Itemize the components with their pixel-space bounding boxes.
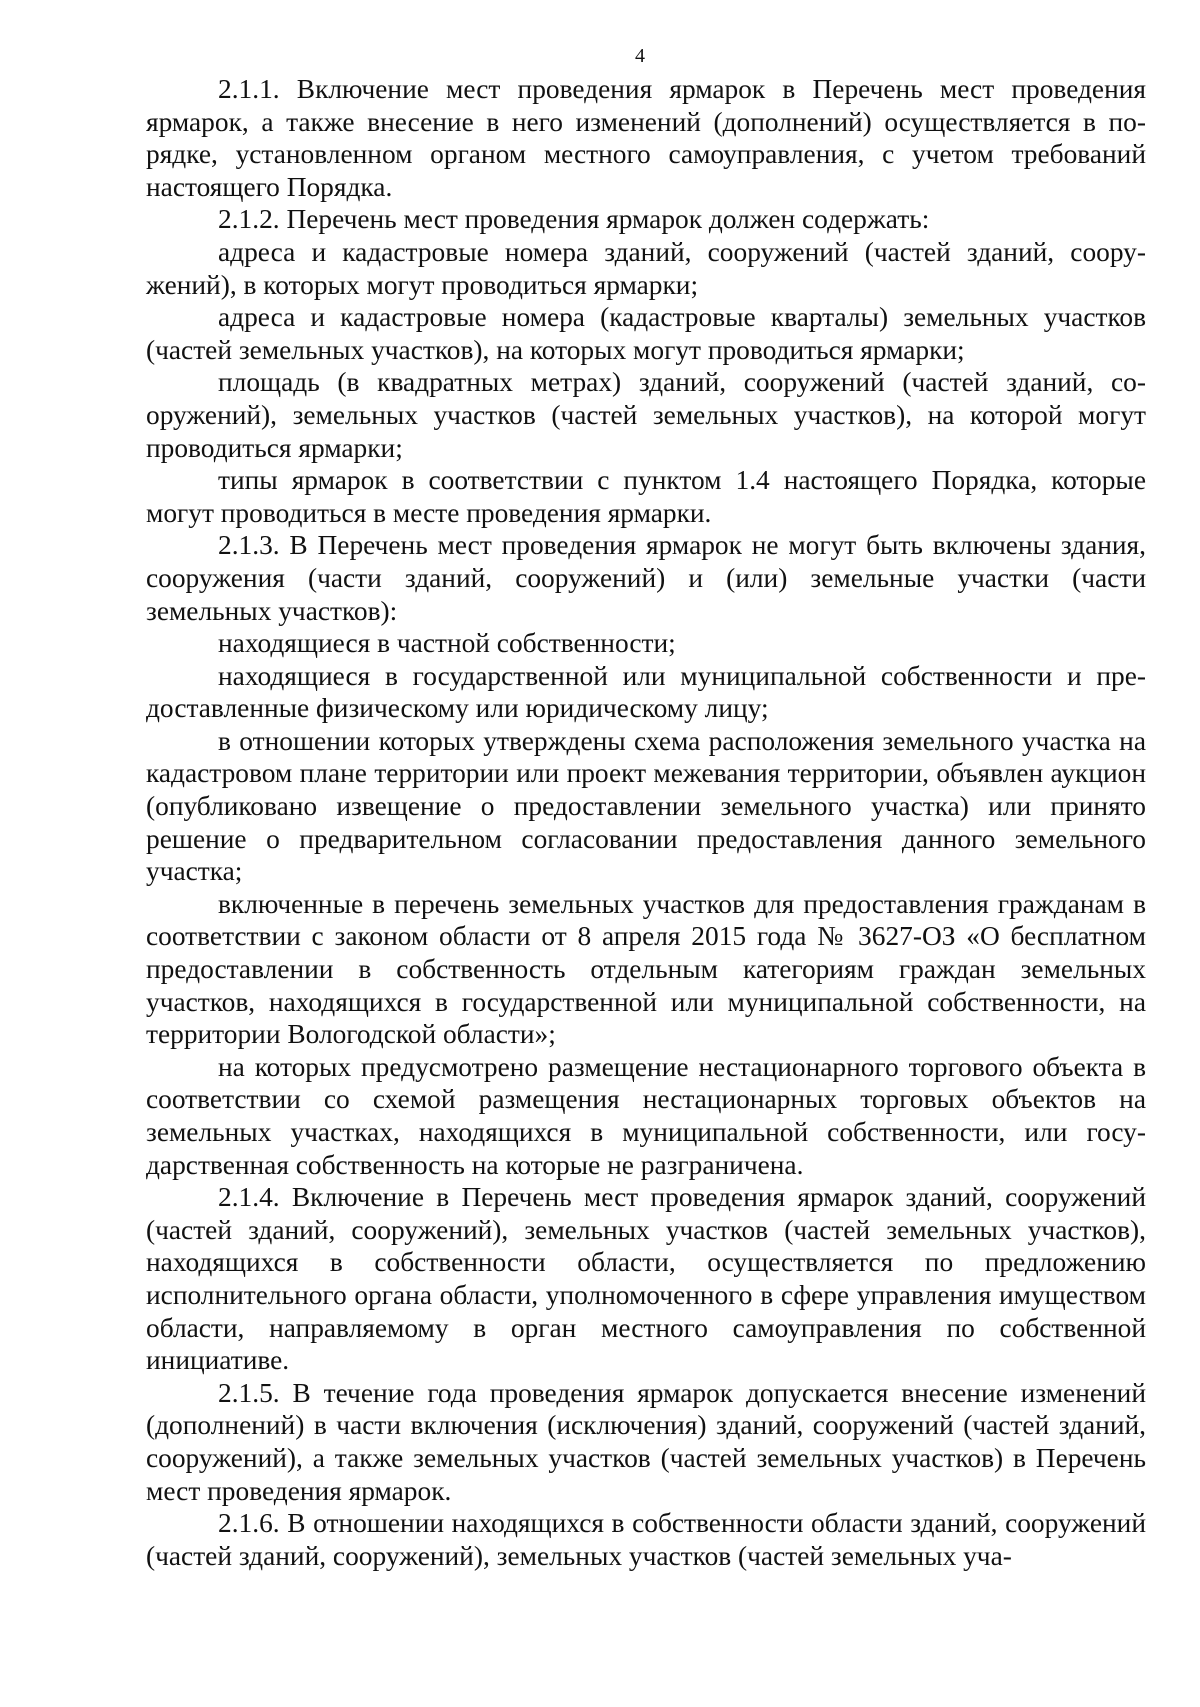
list-item-citizens-list: включенные в перечень земельных участков для предоставления гражданам в соответствии с законом области от 8 апреля 2015 года № 3627-ОЗ «О бесплатном предоставлении в собственность отдельным категориям граждан земельных участков, находящихся в государственной или муниципальной собственности, на территории Вологодской области»; [146, 888, 1146, 1050]
list-item-area: площадь (в квадратных метрах) зданий, сооружений (частей зданий, сооружений), земельных участков (частей земельных участков), на которой могут проводиться ярмарки; [146, 367, 1146, 463]
paragraph-2-1-6: 2.1.6. В отношении находящихся в собственности области зданий, сооружений (частей зданий, сооружений), земельных участков (частей земельных уча- [146, 1508, 1146, 1571]
list-item-land-addresses: адреса и кадастровые номера (кадастровые кварталы) земельных участков (частей земельных участков), на которых могут проводиться ярмарки; [146, 302, 1146, 365]
list-item-building-addresses: адреса и кадастровые номера зданий, сооружений (частей зданий, сооружений), в которых могут проводиться ярмарки; [146, 236, 1146, 300]
list-item-private-property: находящиеся в частной собственности; [218, 628, 676, 659]
paragraph-2-1-5: 2.1.5. В течение года проведения ярмарок допускается внесение изменений (дополнений) в части включения (исключения) зданий, сооружений (частей зданий, сооружений), а также земельных участков (частей земельных участков) в Перечень мест проведения ярмарок. [146, 1377, 1146, 1506]
paragraph-2-1-3: 2.1.3. В Перечень мест проведения ярмарок не могут быть включены здания, сооружения (части зданий, сооружений) и (или) земельные участки (части земельных участков): [146, 530, 1146, 626]
list-item-approved-scheme: в отношении которых утверждены схема расположения земельного участка на кадастровом плане территории или проект межевания территории, объявлен аукцион (опубликовано извещение о предоставлении земельного участка) или принято решение о предварительном согласовании предоставления данного земельного участка; [146, 725, 1146, 887]
paragraph-2-1-2: 2.1.2. Перечень мест проведения ярмарок должен содержать: [218, 204, 930, 235]
paragraph-2-1-1: 2.1.1. Включение мест проведения ярмарок в Перечень мест проведения ярмарок, а также внесение в него изменений (дополнений) осуществляется в порядке, установленном органом местного самоуправления, с учетом требований настоящего Порядка. [146, 74, 1146, 202]
list-item-state-property: находящиеся в государственной или муниципальной собственности и предоставленные физическому или юридическому лицу; [146, 660, 1146, 724]
page-number: 4 [635, 45, 645, 67]
document-body [146, 73, 1146, 1572]
list-item-fair-types: типы ярмарок в соответствии с пунктом 1.4 настоящего Порядка, которые могут проводиться в месте проведения ярмарки. [146, 465, 1146, 528]
paragraph-2-1-4: 2.1.4. Включение в Перечень мест проведения ярмарок зданий, сооружений (частей зданий, сооружений), земельных участков (частей земельных участков), находящихся в собственности области, осуществляется по предложению исполнительного органа области, уполномоченного в сфере управления имуществом области, направляемому в орган местного самоуправления по собственной инициативе. [146, 1182, 1146, 1376]
list-item-non-stationary-objects: на которых предусмотрено размещение нестационарного торгового объекта в соответствии со схемой размещения нестационарных торговых объектов на земельных участках, находящихся в муниципальной собственности, или государственная собственность на которые не разграничена. [146, 1051, 1146, 1180]
